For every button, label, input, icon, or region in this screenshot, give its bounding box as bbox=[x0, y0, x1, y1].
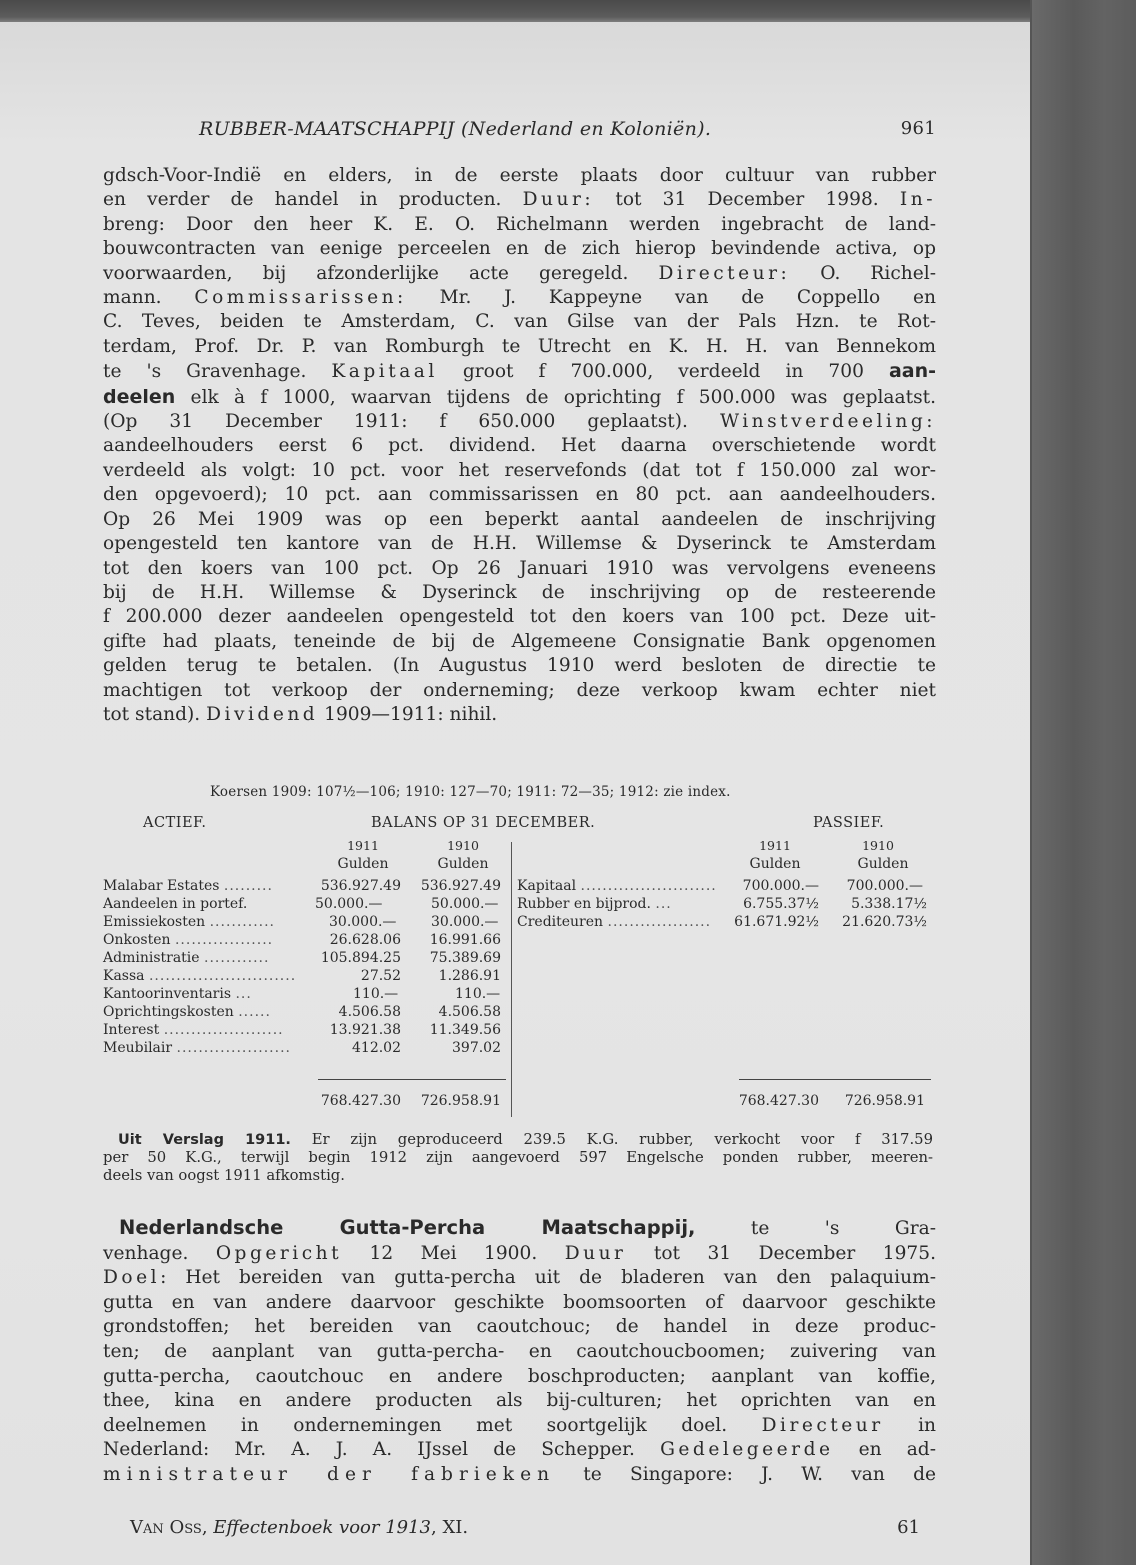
running-head-title: RUBBER-MAATSCHAPPIJ (Nederland en Koloniën). bbox=[199, 118, 712, 140]
value-1910: 30.000.— bbox=[431, 914, 499, 930]
row-label: Crediteuren bbox=[517, 914, 604, 930]
value-1911: 105.894.25 bbox=[320, 950, 401, 966]
koersen-line: Koersen 1909: 107½—106; 1910: 127—70; 1911: 72—35; 1912: zie index. bbox=[210, 784, 731, 800]
text-fragment: te Singapore: J. W. van de bbox=[555, 1463, 936, 1485]
value-1910: 397.02 bbox=[452, 1040, 501, 1056]
label-opgericht: Opgericht bbox=[215, 1242, 343, 1264]
leader-dots: ......................... bbox=[580, 878, 717, 894]
label-inbreng: In- bbox=[899, 189, 936, 211]
value-1910: 16.991.66 bbox=[429, 932, 501, 948]
row-label: Meubilair bbox=[103, 1040, 173, 1056]
text-line: breng: Door den heer K. E. O. Richelmann werden ingebracht de land- bbox=[103, 213, 936, 235]
leader-dots: ................... bbox=[607, 914, 712, 930]
text-line bbox=[103, 410, 936, 434]
text-fragment: 1909—1911: nihil. bbox=[318, 703, 498, 725]
text-line: ten; de aanplant van gutta-percha- en caoutchoucboomen; zuivering van bbox=[103, 1340, 936, 1362]
actief-row bbox=[103, 1022, 508, 1040]
col-header-unit: Gulden bbox=[749, 856, 801, 872]
label-doel: Doel bbox=[103, 1267, 161, 1289]
text-line: thee, kina en andere producten als bij-culturen; het oprichten van en bbox=[103, 1390, 936, 1412]
text-line bbox=[103, 262, 936, 286]
text-fragment: : Het bereiden van gutta-percha uit de bladeren van den palaquium- bbox=[160, 1267, 936, 1289]
value-1911: 61.671.92½ bbox=[734, 914, 819, 930]
row-label: Oprichtingskosten bbox=[103, 1004, 234, 1020]
actief-row bbox=[103, 986, 508, 1004]
value-1910: 536.927.49 bbox=[420, 878, 501, 894]
text-line: den opgevoerd); 10 pct. aan commissarissen en 80 pct. aan aandeelhouders. bbox=[103, 484, 936, 506]
footer-source bbox=[130, 1517, 468, 1538]
company-name: Nederlandsche Gutta-Percha Maatschappij, bbox=[119, 1216, 696, 1239]
label-winstverdeeling: Winstverdeeling: bbox=[719, 411, 936, 433]
leader-dots: ..................... bbox=[176, 1040, 291, 1056]
text-line bbox=[103, 1463, 936, 1488]
keyword-aandeelen: aan- bbox=[888, 360, 936, 383]
text-fragment: te 's Gravenhage. bbox=[103, 361, 332, 383]
text-fragment: tot 31 December 1975. bbox=[626, 1242, 936, 1264]
leader-dots: ......... bbox=[223, 878, 273, 894]
text-line: tot den koers van 100 pct. Op 26 Januari 1910 was vervolgens eveneens bbox=[103, 557, 936, 579]
label-administrateur: ministrateur der fabrieken bbox=[103, 1463, 556, 1485]
value-1910: 1.286.91 bbox=[438, 968, 501, 984]
balance-sheet-table bbox=[103, 836, 933, 1116]
text-line bbox=[103, 703, 936, 727]
text-fragment: deelnemen in ondernemingen met soortgelijk doel. bbox=[103, 1414, 762, 1436]
leader-dots: ...... bbox=[238, 1004, 271, 1020]
text-fragment: voorwaarden, bij afzonderlijke acte geregeld. bbox=[103, 262, 659, 284]
value-1911: 30.000.— bbox=[329, 914, 397, 930]
text-fragment: Er zijn geproduceerd 239.5 K.G. rubber, verkocht voor f 317.59 bbox=[290, 1131, 933, 1148]
actief-row bbox=[103, 932, 508, 950]
value-1911: 110.— bbox=[353, 986, 399, 1002]
label-duur: Duur bbox=[564, 1242, 627, 1264]
entry-rubber-maatschappij bbox=[103, 164, 936, 727]
text-fragment: Nederland: Mr. A. J. A. IJssel de Schepper. bbox=[103, 1439, 661, 1461]
leader-dots: ............ bbox=[204, 950, 270, 966]
row-label: Administratie bbox=[103, 950, 200, 966]
leader-dots: ...................... bbox=[163, 1022, 284, 1038]
text-line: opengesteld ten kantore van de H.H. Willemse & Dyserinck te Amsterdam bbox=[103, 533, 936, 555]
col-header-unit: Gulden bbox=[857, 856, 909, 872]
value-1910: 700.000.— bbox=[846, 878, 923, 894]
text-line: terdam, Prof. Dr. P. van Romburgh te Utrecht en K. H. H. van Bennekom bbox=[103, 335, 936, 357]
col-header-year: 1910 bbox=[862, 838, 894, 853]
text-line: gutta en van andere daarvoor geschikte boomsoorten of daarvoor geschikte bbox=[103, 1291, 936, 1313]
text-line: aandeelhouders eerst 6 pct. dividend. Het daarna overschietende wordt bbox=[103, 435, 936, 457]
text-line: C. Teves, beiden te Amsterdam, C. van Gilse van der Pals Hzn. te Rot- bbox=[103, 311, 936, 333]
entry-gutta-percha bbox=[103, 1216, 936, 1488]
passief-row bbox=[517, 896, 933, 914]
col-header-year: 1911 bbox=[759, 838, 791, 853]
row-label: Rubber en bijprod. bbox=[517, 896, 651, 912]
text-line bbox=[118, 1131, 933, 1149]
value-1911: 27.52 bbox=[360, 968, 401, 984]
text-fragment: mann. bbox=[103, 287, 195, 309]
label-commissarissen: Commissarissen: bbox=[194, 287, 407, 309]
row-label: Aandeelen in portef. bbox=[103, 896, 248, 912]
text-fragment: venhage. bbox=[103, 1242, 216, 1264]
total-rule bbox=[739, 1079, 931, 1080]
value-1911: 700.000.— bbox=[742, 878, 819, 894]
text-line bbox=[103, 188, 936, 212]
col-header-unit: Gulden bbox=[437, 856, 489, 872]
text-line bbox=[103, 385, 936, 410]
leader-dots: ........................... bbox=[148, 968, 297, 984]
text-fragment: groot f 700.000, verdeeld in 700 bbox=[437, 361, 889, 383]
text-line: gelden terug te betalen. (In Augustus 1910 werd besloten de directie te bbox=[103, 655, 936, 677]
text-line: gdsch-Voor-Indië en elders, in de eerste plaats door cultuur van rubber bbox=[103, 165, 936, 186]
row-label: Onkosten bbox=[103, 932, 171, 948]
passief-row bbox=[517, 878, 933, 896]
text-line bbox=[103, 1266, 936, 1291]
text-fragment: Mr. J. Kappeyne van de Coppello en bbox=[406, 287, 936, 309]
actief-heading: ACTIEF. bbox=[143, 815, 207, 831]
value-1911: 6.755.37½ bbox=[743, 896, 819, 912]
passief-row bbox=[517, 914, 933, 932]
col-header-unit: Gulden bbox=[337, 856, 389, 872]
text-line: deels van oogst 1911 afkomstig. bbox=[103, 1167, 345, 1184]
label-directeur: Directeur: bbox=[658, 262, 791, 284]
total-rule bbox=[318, 1079, 506, 1080]
total-1911: 768.427.30 bbox=[320, 1093, 401, 1109]
footer-author: Van Oss, bbox=[130, 1517, 214, 1538]
text-fragment: (Op 31 December 1911: f 650.000 geplaatst). bbox=[103, 411, 720, 433]
text-line bbox=[103, 1216, 936, 1242]
row-label: Malabar Estates bbox=[103, 878, 220, 894]
text-line bbox=[103, 1242, 936, 1267]
actief-row bbox=[103, 1004, 508, 1022]
text-fragment: te 's Gra- bbox=[695, 1218, 936, 1239]
text-fragment: tot stand). bbox=[103, 703, 207, 725]
total-1911: 768.427.30 bbox=[738, 1093, 819, 1109]
value-1911: 536.927.49 bbox=[320, 878, 401, 894]
row-label: Kantoorinventaris bbox=[103, 986, 232, 1002]
footer-book-title: Effectenboek voor 1913 bbox=[213, 1517, 432, 1538]
total-1910: 726.958.91 bbox=[844, 1093, 925, 1109]
value-1911: 50.000.— bbox=[315, 896, 383, 912]
leader-dots: ............ bbox=[209, 914, 275, 930]
text-fragment: elk à f 1000, waarvan tijdens de oprichting f 500.000 was geplaatst. bbox=[175, 386, 936, 408]
leader-dots: ... bbox=[655, 896, 672, 912]
actief-row bbox=[103, 914, 508, 932]
text-fragment: in bbox=[883, 1414, 936, 1436]
label-kapitaal: Kapitaal bbox=[331, 361, 438, 383]
value-1911: 412.02 bbox=[352, 1040, 401, 1056]
text-line bbox=[103, 359, 936, 384]
actief-total-row bbox=[103, 1093, 508, 1111]
text-line: gutta-percha, caoutchouc en andere boschproducten; aanplant van koffie, bbox=[103, 1365, 936, 1387]
text-line: Op 26 Mei 1909 was op een beperkt aantal aandeelen de inschrijving bbox=[103, 508, 936, 530]
value-1911: 26.628.06 bbox=[329, 932, 401, 948]
text-fragment: tot 31 December 1998. bbox=[594, 189, 900, 211]
value-1910: 5.338.17½ bbox=[851, 896, 927, 912]
note-lead: Uit Verslag 1911. bbox=[118, 1132, 291, 1148]
balance-sheet-title: BALANS OP 31 DECEMBER. bbox=[371, 815, 596, 831]
text-line bbox=[103, 286, 936, 310]
row-label: Interest bbox=[103, 1022, 160, 1038]
text-line: gifte had plaats, teneinde de bij de Algemeene Consignatie Bank opgenomen bbox=[103, 630, 936, 652]
text-line bbox=[103, 1414, 936, 1439]
scan-top-border bbox=[0, 0, 1136, 24]
passief-heading: PASSIEF. bbox=[813, 815, 885, 831]
value-1911: 4.506.58 bbox=[338, 1004, 401, 1020]
row-label: Kassa bbox=[103, 968, 145, 984]
actief-row bbox=[103, 878, 508, 896]
text-fragment: en verder de handel in producten. bbox=[103, 189, 523, 211]
value-1910: 21.620.73½ bbox=[842, 914, 927, 930]
passief-total-row bbox=[517, 1093, 933, 1111]
text-line: bouwcontracten van eenige perceelen en de zich hierop bevindende activa, op bbox=[103, 238, 936, 260]
value-1910: 4.506.58 bbox=[438, 1004, 501, 1020]
value-1910: 110.— bbox=[455, 986, 501, 1002]
footer-volume: , XI. bbox=[431, 1517, 469, 1538]
leader-dots: .................. bbox=[174, 932, 274, 948]
row-label: Emissiekosten bbox=[103, 914, 206, 930]
label-directeur: Directeur bbox=[761, 1414, 884, 1436]
scan-right-border bbox=[1030, 0, 1136, 1565]
row-label: Kapitaal bbox=[517, 878, 577, 894]
text-line: grondstoffen; het bereiden van caoutchouc; de handel in deze produc- bbox=[103, 1316, 936, 1338]
report-note bbox=[103, 1131, 933, 1185]
text-fragment: en ad- bbox=[833, 1439, 936, 1461]
text-fragment: O. Richel- bbox=[790, 262, 936, 284]
footer-sheet-number: 61 bbox=[897, 1517, 920, 1538]
column-divider bbox=[511, 842, 512, 1117]
text-line bbox=[103, 1438, 936, 1463]
keyword-aandeelen: deelen bbox=[103, 385, 176, 408]
total-1910: 726.958.91 bbox=[420, 1093, 501, 1109]
text-line: per 50 K.G., terwijl begin 1912 zijn aangevoerd 597 Engelsche ponden rubber, meeren- bbox=[103, 1149, 933, 1166]
text-line: machtigen tot verkoop der onderneming; deze verkoop kwam echter niet bbox=[103, 679, 936, 701]
actief-row bbox=[103, 968, 508, 986]
label-dividend: Dividend bbox=[206, 703, 319, 725]
leader-dots: ... bbox=[235, 986, 252, 1002]
text-line: verdeeld als volgt: 10 pct. voor het reservefonds (dat tot f 150.000 zal wor- bbox=[103, 459, 936, 481]
actief-row bbox=[103, 950, 508, 968]
col-header-year: 1910 bbox=[447, 838, 479, 853]
text-fragment: 12 Mei 1900. bbox=[342, 1242, 565, 1264]
value-1910: 75.389.69 bbox=[429, 950, 501, 966]
text-line: bij de H.H. Willemse & Dyserinck de inschrijving op de resteerende bbox=[103, 581, 936, 603]
actief-row bbox=[103, 1040, 508, 1058]
actief-row bbox=[103, 896, 508, 914]
col-header-year: 1911 bbox=[347, 838, 379, 853]
value-1911: 13.921.38 bbox=[329, 1022, 401, 1038]
value-1910: 50.000.— bbox=[431, 896, 499, 912]
label-gedelegeerde: Gedelegeerde bbox=[660, 1439, 834, 1461]
page-number: 961 bbox=[900, 118, 936, 139]
value-1910: 11.349.56 bbox=[429, 1022, 501, 1038]
text-line: f 200.000 dezer aandeelen opengesteld tot den koers van 100 pct. Deze uit- bbox=[103, 606, 936, 628]
label-duur: Duur: bbox=[522, 189, 595, 211]
